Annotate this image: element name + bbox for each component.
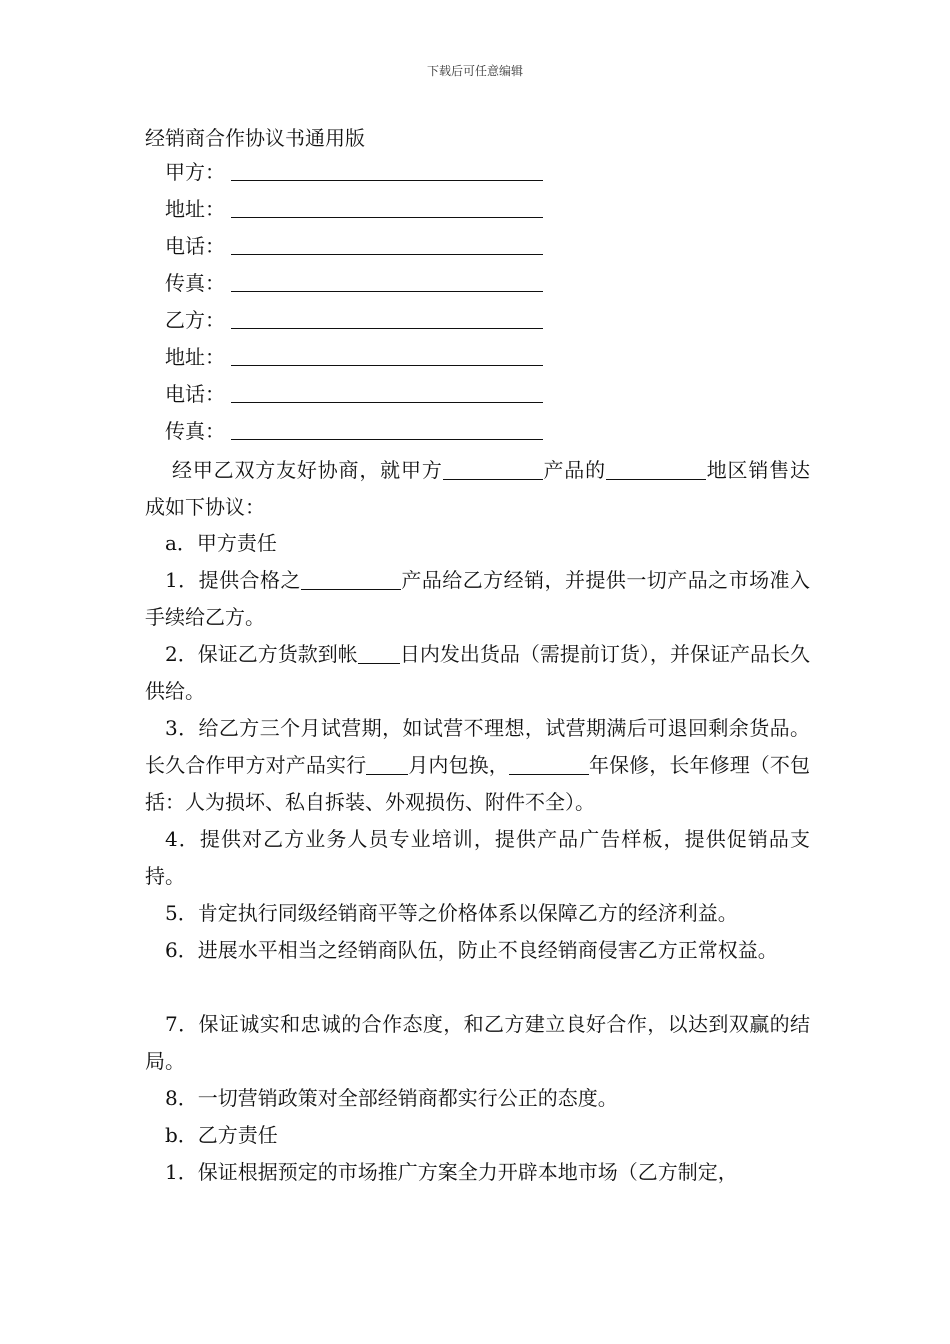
party-b-address-row bbox=[165, 341, 543, 373]
clause-a2-text-2: 日内发出货品（需提前订货），并保证产品长久供给。 bbox=[145, 642, 810, 703]
party-field-label: 甲方： bbox=[165, 160, 225, 184]
party-field-label: 乙方： bbox=[165, 308, 225, 332]
clause-a1-text-1: 1．提供合格之 bbox=[165, 568, 301, 592]
clause-a3-text-3: 年保修，长年修理（不包括：人为损坏、私自拆装、外观损伤、附件不全）。 bbox=[145, 753, 811, 814]
party-a-fax-row bbox=[165, 267, 543, 299]
clause-a1-text-2: 产品给乙方经销，并提供一切产品之市场准入手续给乙方。 bbox=[145, 568, 810, 629]
fill-in-blank bbox=[231, 345, 543, 366]
clause-a4: 4．提供对乙方业务人员专业培训，提供产品广告样板，提供促销品支持。 bbox=[145, 827, 810, 888]
fill-in-blank bbox=[231, 234, 543, 255]
fill-in-blank bbox=[231, 419, 543, 440]
section-b-heading: b．乙方责任 bbox=[165, 1123, 278, 1147]
party-b-fax-row bbox=[165, 415, 543, 447]
party-a-name-row bbox=[165, 156, 543, 188]
document-title: 经销商合作协议书通用版 bbox=[145, 126, 365, 150]
clause-a7: 7．保证诚实和忠诚的合作态度，和乙方建立良好合作，以达到双赢的结局。 bbox=[145, 1012, 810, 1073]
fill-in-blank bbox=[606, 459, 706, 480]
fill-in-blank bbox=[231, 197, 543, 218]
intro-text-1: 经甲乙双方友好协商，就甲方 bbox=[172, 458, 443, 482]
clause-a5: 5．肯定执行同级经销商平等之价格体系以保障乙方的经济利益。 bbox=[165, 901, 738, 925]
party-field-label: 电话： bbox=[165, 234, 225, 258]
clause-a3 bbox=[145, 710, 810, 821]
fill-in-blank bbox=[231, 382, 543, 403]
party-a-address-row bbox=[165, 193, 543, 225]
page-header: 下载后可任意编辑 bbox=[426, 64, 523, 78]
fill-in-blank bbox=[358, 643, 400, 664]
clause-a8: 8．一切营销政策对全部经销商都实行公正的态度。 bbox=[165, 1086, 618, 1110]
clause-a6: 6．进展水平相当之经销商队伍，防止不良经销商侵害乙方正常权益。 bbox=[165, 938, 778, 962]
party-b-name-row bbox=[165, 304, 543, 336]
fill-in-blank bbox=[366, 754, 408, 775]
party-field-label: 地址： bbox=[165, 345, 225, 369]
clause-b1: 1．保证根据预定的市场推广方案全力开辟本地市场（乙方制定， bbox=[165, 1160, 738, 1184]
fill-in-blank bbox=[509, 754, 589, 775]
clause-a2-text-1: 2．保证乙方货款到帐 bbox=[165, 642, 358, 666]
fill-in-blank bbox=[231, 271, 543, 292]
clause-a2 bbox=[145, 636, 810, 710]
fill-in-blank bbox=[231, 160, 543, 181]
intro-text-3: 地区销售达成如下协议： bbox=[145, 458, 811, 519]
section-a-heading: a．甲方责任 bbox=[165, 531, 277, 555]
party-field-label: 传真： bbox=[165, 271, 225, 295]
party-field-label: 电话： bbox=[165, 382, 225, 406]
party-b-phone-row bbox=[165, 378, 543, 410]
intro-text-2: 产品的 bbox=[542, 458, 606, 482]
party-field-label: 地址： bbox=[165, 197, 225, 221]
clause-a3-text-2: 月内包换， bbox=[408, 753, 509, 777]
fill-in-blank bbox=[231, 308, 543, 329]
fill-in-blank bbox=[301, 569, 401, 590]
clause-a1 bbox=[145, 562, 810, 636]
party-a-phone-row bbox=[165, 230, 543, 262]
intro-paragraph bbox=[145, 452, 810, 526]
fill-in-blank bbox=[443, 459, 543, 480]
clause-a3-text-1: 3．给乙方三个月试营期，如试营不理想，试营期满后可退回剩余货品。长久合作甲方对产品实行 bbox=[145, 716, 810, 777]
party-field-label: 传真： bbox=[165, 419, 225, 443]
